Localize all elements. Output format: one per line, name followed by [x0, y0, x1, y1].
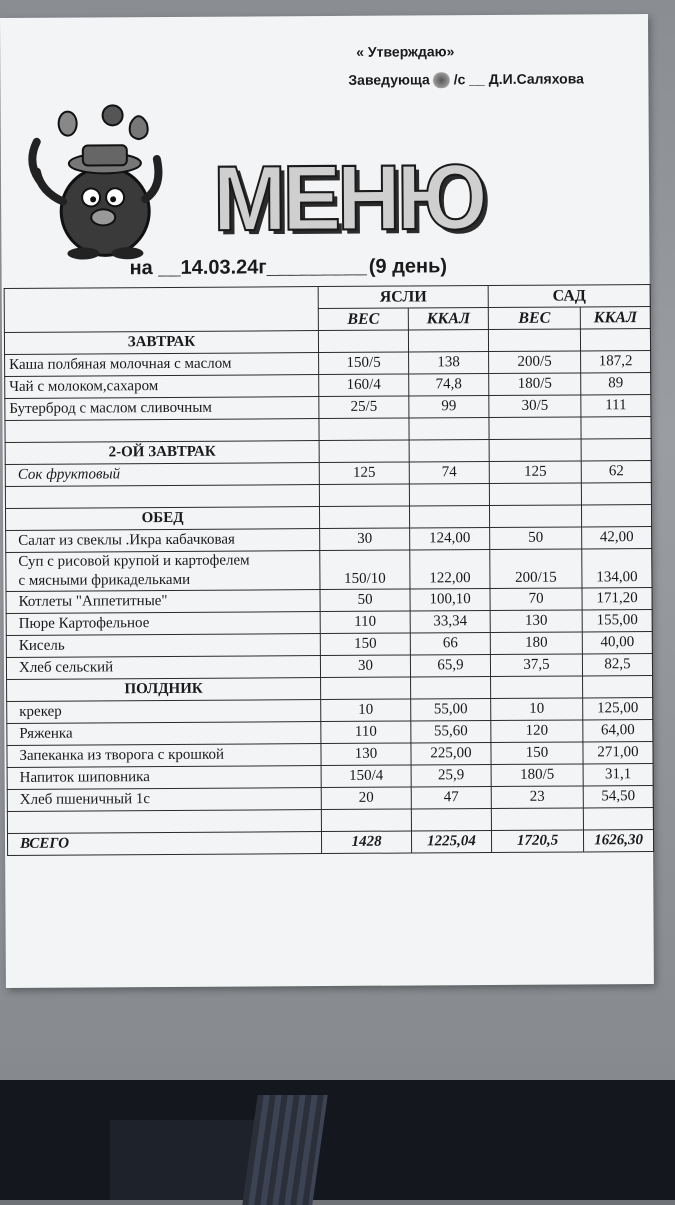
- section-title: 2-ОЙ ЗАВТРАК: [5, 441, 319, 465]
- kindergarten-header: САД: [488, 285, 650, 308]
- kcal-cell: 25,9: [411, 765, 491, 787]
- kcal-total: 1225,04: [411, 831, 491, 853]
- dish-column-header: [4, 287, 318, 333]
- weight-cell: 200/15: [490, 549, 582, 589]
- dish-name: Ряженка: [7, 722, 321, 746]
- kcal-cell: 55,60: [411, 721, 491, 743]
- kcal-cell: 55,00: [411, 699, 491, 721]
- weight-cell: 150/5: [319, 352, 409, 375]
- weight-cell: 23: [491, 786, 583, 809]
- weight-total: 1720,5: [491, 830, 583, 853]
- kcal-cell: 31,1: [583, 764, 653, 786]
- kcal-header: ККАЛ: [408, 308, 488, 330]
- weight-total: 1428: [321, 831, 411, 854]
- kcal-cell: 64,00: [583, 720, 653, 742]
- kcal-cell: 62: [581, 461, 651, 483]
- dark-background: [0, 1080, 675, 1200]
- kcal-cell: 40,00: [582, 632, 652, 654]
- kcal-cell: 271,00: [583, 742, 653, 764]
- total-row: [7, 830, 653, 856]
- kcal-cell: 33,34: [410, 611, 490, 633]
- head-title-suffix: /с __ Д.И.Саляхова: [453, 70, 584, 88]
- bag: [110, 1120, 260, 1200]
- weight-header: ВЕС: [318, 308, 408, 331]
- weight-cell: 160/4: [319, 374, 409, 397]
- dish-name: Каша полбяная молочная с маслом: [5, 353, 319, 377]
- weight-cell: 125: [319, 462, 409, 485]
- weight-cell: 30: [320, 655, 410, 678]
- weight-cell: 150: [491, 742, 583, 765]
- mascot-juggler-icon: [23, 101, 174, 262]
- weight-cell: 130: [490, 610, 582, 633]
- head-title-prefix: Заведующа: [348, 71, 430, 88]
- weight-cell: 50: [490, 527, 582, 550]
- menu-table: [4, 284, 654, 856]
- dish-name: Котлеты "Аппетитные": [6, 590, 320, 614]
- dish-name: крекер: [7, 700, 321, 724]
- kcal-cell: 74: [409, 462, 489, 484]
- weight-cell: 150/4: [321, 765, 411, 788]
- weight-cell: 30: [320, 528, 410, 551]
- date-prefix: на: [129, 257, 153, 280]
- kcal-cell: 171,20: [582, 588, 652, 610]
- kcal-cell: 124,00: [410, 528, 490, 550]
- weight-cell: 180/5: [491, 764, 583, 787]
- weight-cell: 125: [489, 461, 581, 484]
- dish-name: Пюре Картофельное: [6, 612, 320, 636]
- approval-stamp-text: « Утверждаю»: [356, 43, 455, 60]
- kcal-cell: 125,00: [583, 698, 653, 720]
- section-title: ЗАВТРАК: [4, 331, 318, 355]
- kcal-cell: 54,50: [583, 786, 653, 808]
- weight-cell: 37,5: [490, 654, 582, 677]
- kcal-cell: 155,00: [582, 610, 652, 632]
- kcal-cell: 74,8: [409, 374, 489, 396]
- kcal-header: ККАЛ: [580, 307, 650, 329]
- date-line: [129, 255, 447, 280]
- kcal-total: 1626,30: [583, 830, 653, 852]
- table-row: [6, 549, 652, 592]
- kcal-cell: 82,5: [582, 654, 652, 676]
- ink-blot: [432, 73, 452, 89]
- kcal-cell: 65,9: [410, 655, 490, 677]
- dish-name-line: Суп с рисовой крупой и картофелем: [18, 552, 250, 570]
- kcal-cell: 89: [581, 373, 651, 395]
- weight-cell: 130: [321, 743, 411, 766]
- weight-cell: 150: [320, 633, 410, 656]
- dish-name: Чай с молоком,сахаром: [5, 375, 319, 399]
- kcal-cell: 99: [409, 396, 489, 418]
- weight-cell: 180/5: [489, 373, 581, 396]
- kcal-cell: 225,00: [411, 743, 491, 765]
- kcal-cell: 138: [409, 352, 489, 374]
- menu-sheet: [0, 14, 654, 988]
- dish-name: Сок фруктовый: [5, 463, 319, 487]
- dish-name: Хлеб пшеничный 1с: [7, 788, 321, 812]
- kcal-cell: 111: [581, 395, 651, 417]
- weight-cell: 110: [321, 721, 411, 744]
- weight-cell: 50: [320, 589, 410, 612]
- kcal-cell: 187,2: [581, 351, 651, 373]
- kcal-cell: 42,00: [582, 527, 652, 549]
- dish-name: Салат из свеклы .Икра кабачковая: [6, 529, 320, 553]
- dish-name: Кисель: [6, 634, 320, 658]
- total-label: ВСЕГО: [7, 832, 321, 856]
- section-title: ПОЛДНИК: [7, 678, 321, 702]
- head-signature-line: [348, 70, 648, 89]
- dish-name: Хлеб сельский: [6, 656, 320, 680]
- weight-cell: 200/5: [489, 351, 581, 374]
- dish-name-line: с мясными фрикадельками: [18, 571, 191, 589]
- weight-cell: 180: [490, 632, 582, 655]
- weight-cell: 10: [321, 699, 411, 722]
- kcal-cell: 47: [411, 787, 491, 809]
- menu-title: МЕНЮ: [212, 144, 484, 251]
- menu-date: __14.03.24г_________: [158, 255, 367, 280]
- weight-cell: 120: [491, 720, 583, 743]
- section-title: ОБЕД: [5, 507, 319, 531]
- dish-name: Бутерброд с маслом сливочным: [5, 397, 319, 421]
- dish-name: Запеканка из творога с крошкой: [7, 744, 321, 768]
- nursery-header: ЯСЛИ: [318, 286, 488, 309]
- weight-cell: 20: [321, 787, 411, 810]
- dish-name: [6, 551, 320, 592]
- weight-cell: 30/5: [489, 395, 581, 418]
- kcal-cell: 122,00: [410, 550, 490, 589]
- kcal-cell: 66: [410, 633, 490, 655]
- kcal-cell: 134,00: [582, 549, 652, 588]
- weight-header: ВЕС: [488, 307, 580, 330]
- dish-name: Напиток шиповника: [7, 766, 321, 790]
- weight-cell: 150/10: [320, 550, 410, 590]
- weight-cell: 25/5: [319, 396, 409, 419]
- kcal-cell: 100,10: [410, 589, 490, 611]
- weight-cell: 10: [491, 698, 583, 721]
- menu-day: (9 день): [368, 255, 448, 278]
- weight-cell: 110: [320, 611, 410, 634]
- weight-cell: 70: [490, 588, 582, 611]
